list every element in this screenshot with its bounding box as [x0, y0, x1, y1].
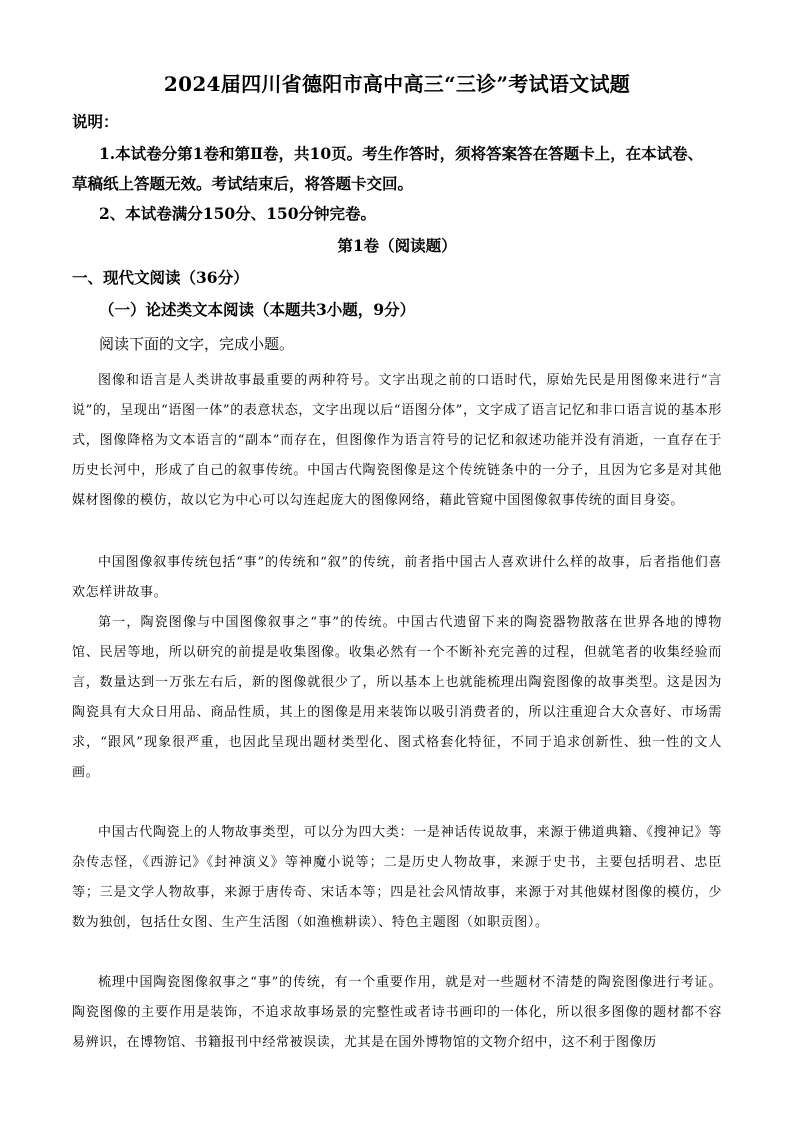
article-paragraph: 梳理中国陶瓷图像叙事之“事”的传统，有一个重要作用，就是对一些题材不清楚的陶瓷图像进行考证。陶瓷图像的主要作用是装饰，不追求故事场景的完整性或者诗书画印的一体化，所以很多图像的题材都不容易辨识，在博物馆、书籍报刊中经常被误读，尤其是在国外博物馆的文物介绍中，这不利于图像历: [72, 975, 722, 1050]
volume-title: 第1卷（阅读题）: [337, 236, 457, 255]
note-item-2: 2、本试卷满分150分、150分钟完卷。: [99, 204, 376, 223]
article-paragraph: 中国古代陶瓷上的人物故事类型，可以分为四大类：一是神话传说故事，来源于佛道典籍、《搜神记》等杂传志怪，《西游记》《封神演义》等神魔小说等；二是历史人物故事，来源于史书，主要包括明君、忠臣等；三是文学人物故事，来源于唐传奇、宋话本等；四是社会风情故事，来源于对其他媒材图像的模仿，少数为独创，包括仕女图、生产生活图（如渔樵耕读）、特色主题图（如职贡图）。: [72, 825, 722, 930]
article-paragraph: 第一，陶瓷图像与中国图像叙事之“事”的传统。中国古代遗留下来的陶瓷器物散落在世界各地的博物馆、民居等地，所以研究的前提是收集图像。收集必然有一个不断补充完善的过程，但就笔者的收集经验而言，数量达到一万张左右后，新的图像就很少了，所以基本上也就能梳理出陶瓷图像的故事类型。这是因为陶瓷具有大众日用品、商品性质，其上的图像是用来装饰以吸引消费者的，所以注重迎合大众喜好、市场需求，“跟风”现象很严重，也因此呈现出题材类型化、图式格套化特征，不同于追求创新性、独一性的文人画。: [72, 615, 722, 780]
reading-instruction: 阅读下面的文字，完成小题。: [99, 335, 295, 353]
article-paragraph: 中国图像叙事传统包括“事”的传统和“叙”的传统，前者指中国古人喜欢讲什么样的故事，后者指他们喜欢怎样讲故事。: [72, 555, 722, 600]
notes-heading: 说明：: [72, 112, 119, 131]
section-title: 一、现代文阅读（36分）: [72, 268, 249, 287]
note-item-1-line-1: 1.本试卷分第1卷和第Ⅱ卷，共10页。考生作答时，须将答案答在答题卡上，在本试卷、: [99, 144, 704, 163]
exam-title: 2024届四川省德阳市高中高三“三诊”考试语文试题: [163, 72, 631, 96]
note-item-1-line-2: 草稿纸上答题无效。考试结束后，将答题卡交回。: [72, 174, 414, 193]
article-paragraph: 图像和语言是人类讲故事最重要的两种符号。文字出现之前的口语时代，原始先民是用图像来进行“言说”的，呈现出“语图一体”的表意状态，文字出现以后“语图分体”，文字成了语言记忆和非口语言说的基本形式，图像降格为文本语言的“副本”而存在，但图像作为语言符号的记忆和叙述功能并没有消逝，一直存在于历史长河中，形成了自己的叙事传统。中国古代陶瓷图像是这个传统链条中的一分子，且因为它多是对其他媒材图像的模仿，故以它为中心可以勾连起庞大的图像网络，藉此管窥中国图像叙事传统的面目身姿。: [72, 373, 722, 508]
subsection-title: （一）论述类文本阅读（本题共3小题，9分）: [99, 300, 416, 319]
